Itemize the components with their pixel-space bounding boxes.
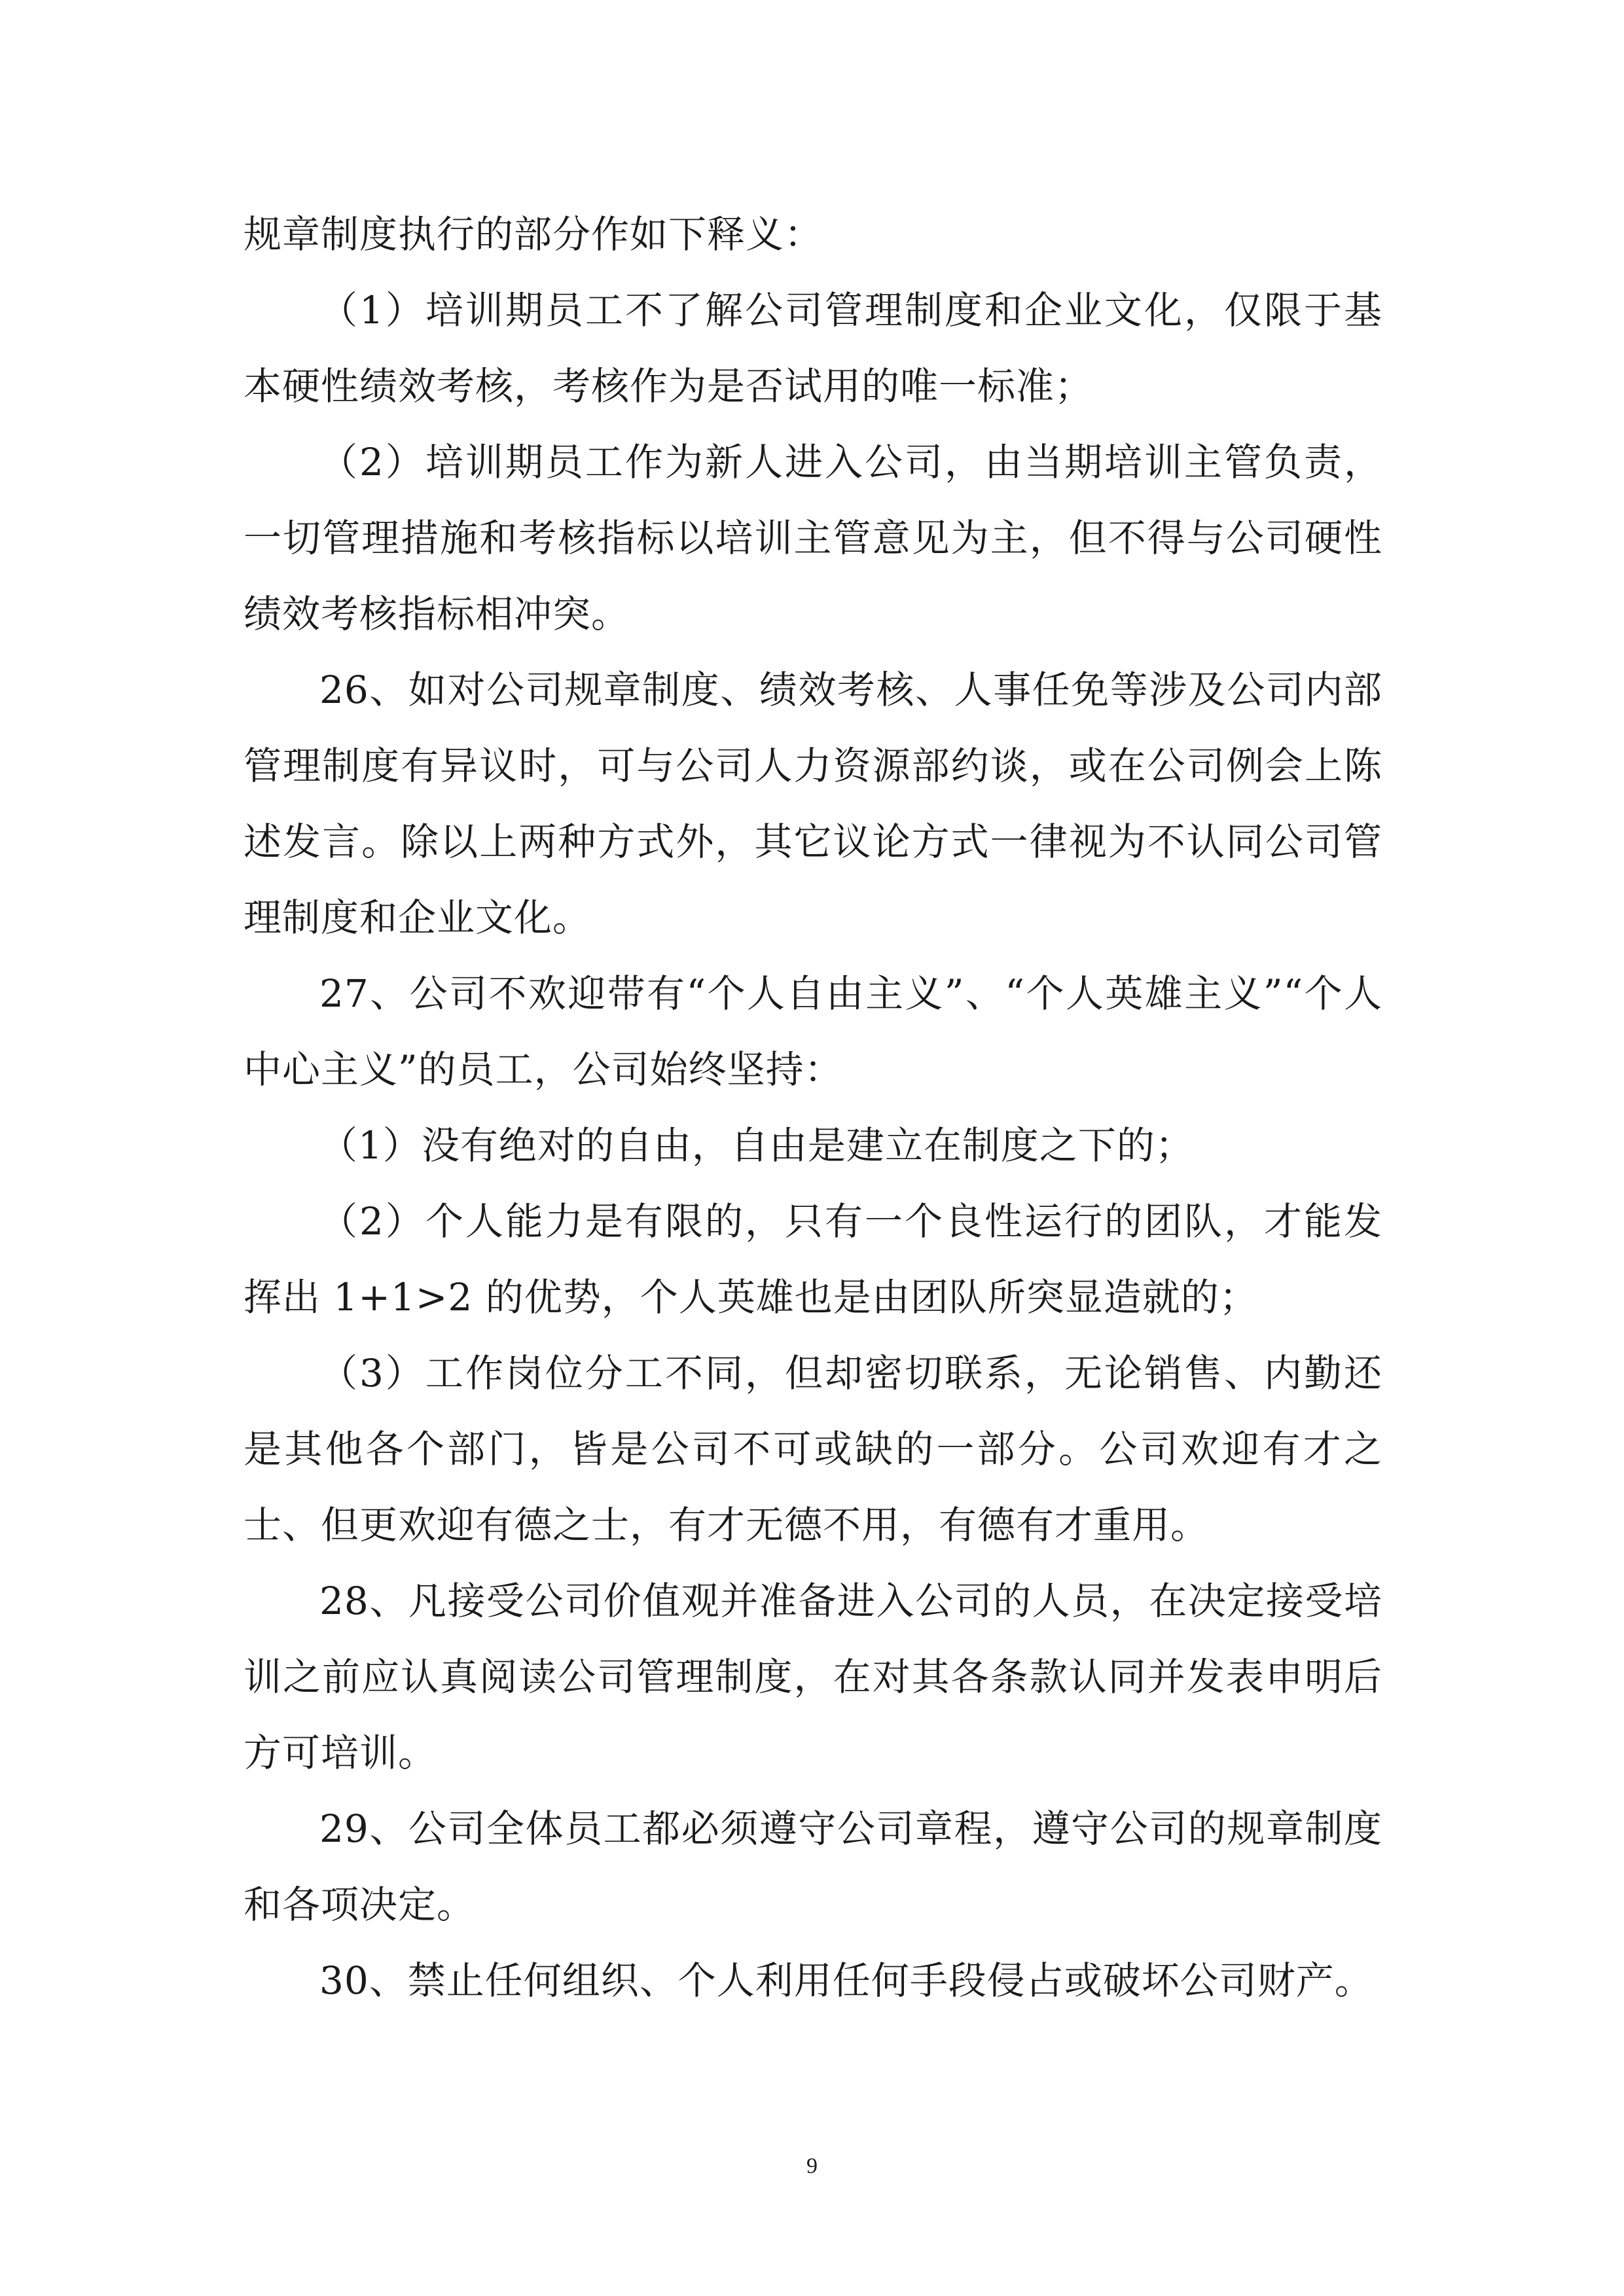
paragraph-article-29: 29、公司全体员工都必须遵守公司章程，遵守公司的规章制度和各项决定。 [244, 1806, 1382, 1927]
paragraph-article-27: 27、公司不欢迎带有“个人自由主义”、“个人英雄主义”“个人中心主义”的员工，公司始终坚持： [244, 971, 1382, 1092]
paragraph-article-30: 30、禁止任何组织、个人利用任何手段侵占或破坏公司财产。 [319, 1958, 1373, 2003]
paragraph-item-training-1: （1）培训期员工不了解公司管理制度和企业文化，仅限于基本硬性绩效考核，考核作为是否试用的唯一标准； [244, 288, 1382, 408]
paragraph-article-27-item-2: （2）个人能力是有限的，只有一个良性运行的团队，才能发挥出 1+1>2 的优势，个人英雄也是由团队所突显造就的； [244, 1199, 1382, 1319]
paragraph-article-28: 28、凡接受公司价值观并准备进入公司的人员，在决定接受培训之前应认真阅读公司管理制度，在对其各条款认同并发表申明后方可培训。 [244, 1579, 1382, 1775]
paragraph-item-training-2: （2）培训期员工作为新人进入公司，由当期培训主管负责，一切管理措施和考核指标以培训主管意见为主，但不得与公司硬性绩效考核指标相冲突。 [244, 440, 1382, 636]
paragraph-article-26: 26、如对公司规章制度、绩效考核、人事任免等涉及公司内部管理制度有异议时，可与公司人力资源部约谈，或在公司例会上陈述发言。除以上两种方式外，其它议论方式一律视为不认同公司管理制度和企业文化。 [244, 668, 1382, 940]
paragraph-article-27-item-3: （3）工作岗位分工不同，但却密切联系，无论销售、内勤还是其他各个部门，皆是公司不可或缺的一部分。公司欢迎有才之士、但更欢迎有德之士，有才无德不用，有德有才重用。 [244, 1351, 1382, 1547]
page-number: 9 [806, 2154, 818, 2178]
document-body [244, 196, 1382, 2018]
paragraph-rules-interpretation-intro: 规章制度执行的部分作如下释义： [244, 212, 823, 257]
paragraph-article-27-item-1: （1）没有绝对的自由，自由是建立在制度之下的； [319, 1123, 1194, 1168]
